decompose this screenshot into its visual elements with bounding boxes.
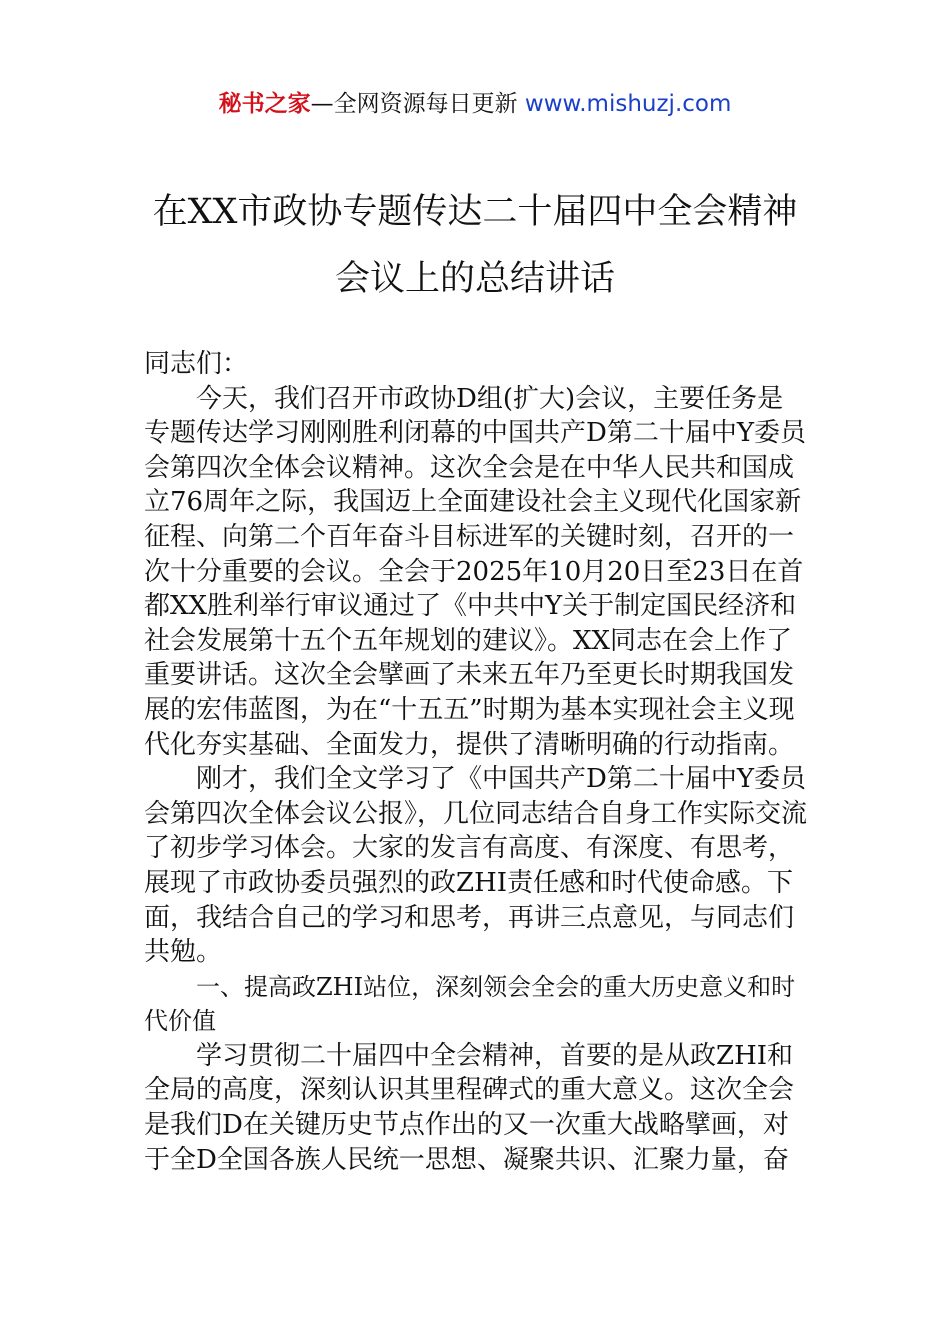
site-tagline: —全网资源每日更新 — [310, 91, 525, 117]
document-title-line-1: 在XX市政协专题传达二十届四中全会精神 — [152, 192, 798, 232]
paragraph-2: 刚才，我们全文学习了《中国共产D第二十届中Y委员会第四次全体会议公报》，几位同志结合自身工作实际交流了初步学习体会。大家的发言有高度、有深度、有思考，展现了市政协委员强烈的政ZHI责任感和时代使命感。下面，我结合自己的学习和思考，再讲三点意见，与同志们共勉。 — [144, 764, 808, 968]
site-brand: 秘书之家 — [218, 91, 311, 117]
document-title-line-2: 会议上的总结讲话 — [334, 259, 615, 299]
site-url-link[interactable]: www.mishuzj.com — [524, 91, 732, 117]
paragraph-1: 今天，我们召开市政协D组(扩大)会议，主要任务是专题传达学习刚刚胜利闭幕的中国共产D第二十届中Y委员会第四次全体会议精神。这次全会是在中华人民共和国成立76周年之际，我国迈上全面建设社会主义现代化国家新征程、向第二个百年奋斗目标进军的关键时刻，召开的一次十分重要的会议。全会于2025年10月20日至23日在首都XX胜利举行审议通过了《中共中Y关于制定国民经济和社会发展第十五个五年规划的建议》。XX同志在会上作了重要讲话。这次全会擘画了未来五年乃至更长时期我国发展的宏伟蓝图，为在“十五五”时期为基本实现社会主义现代化夯实基础、全面发力，提供了清晰明确的行动指南。 — [144, 383, 807, 760]
salutation: 同志们： — [144, 349, 249, 379]
site-header — [0, 88, 950, 120]
paragraph-3: 学习贯彻二十届四中全会精神，首要的是从政ZHI和全局的高度，深刻认识其里程碑式的重大意义。这次全会是我们D在关键历史节点作出的又一次重大战略擘画，对于全D全国各族人民统一思想、凝聚共识、汇聚力量，奋 — [144, 1040, 795, 1175]
document-body — [144, 347, 808, 1177]
section-1-heading: 一、提高政ZHI站位，深刻领会全会的重大历史意义和时代价值 — [144, 972, 796, 1036]
